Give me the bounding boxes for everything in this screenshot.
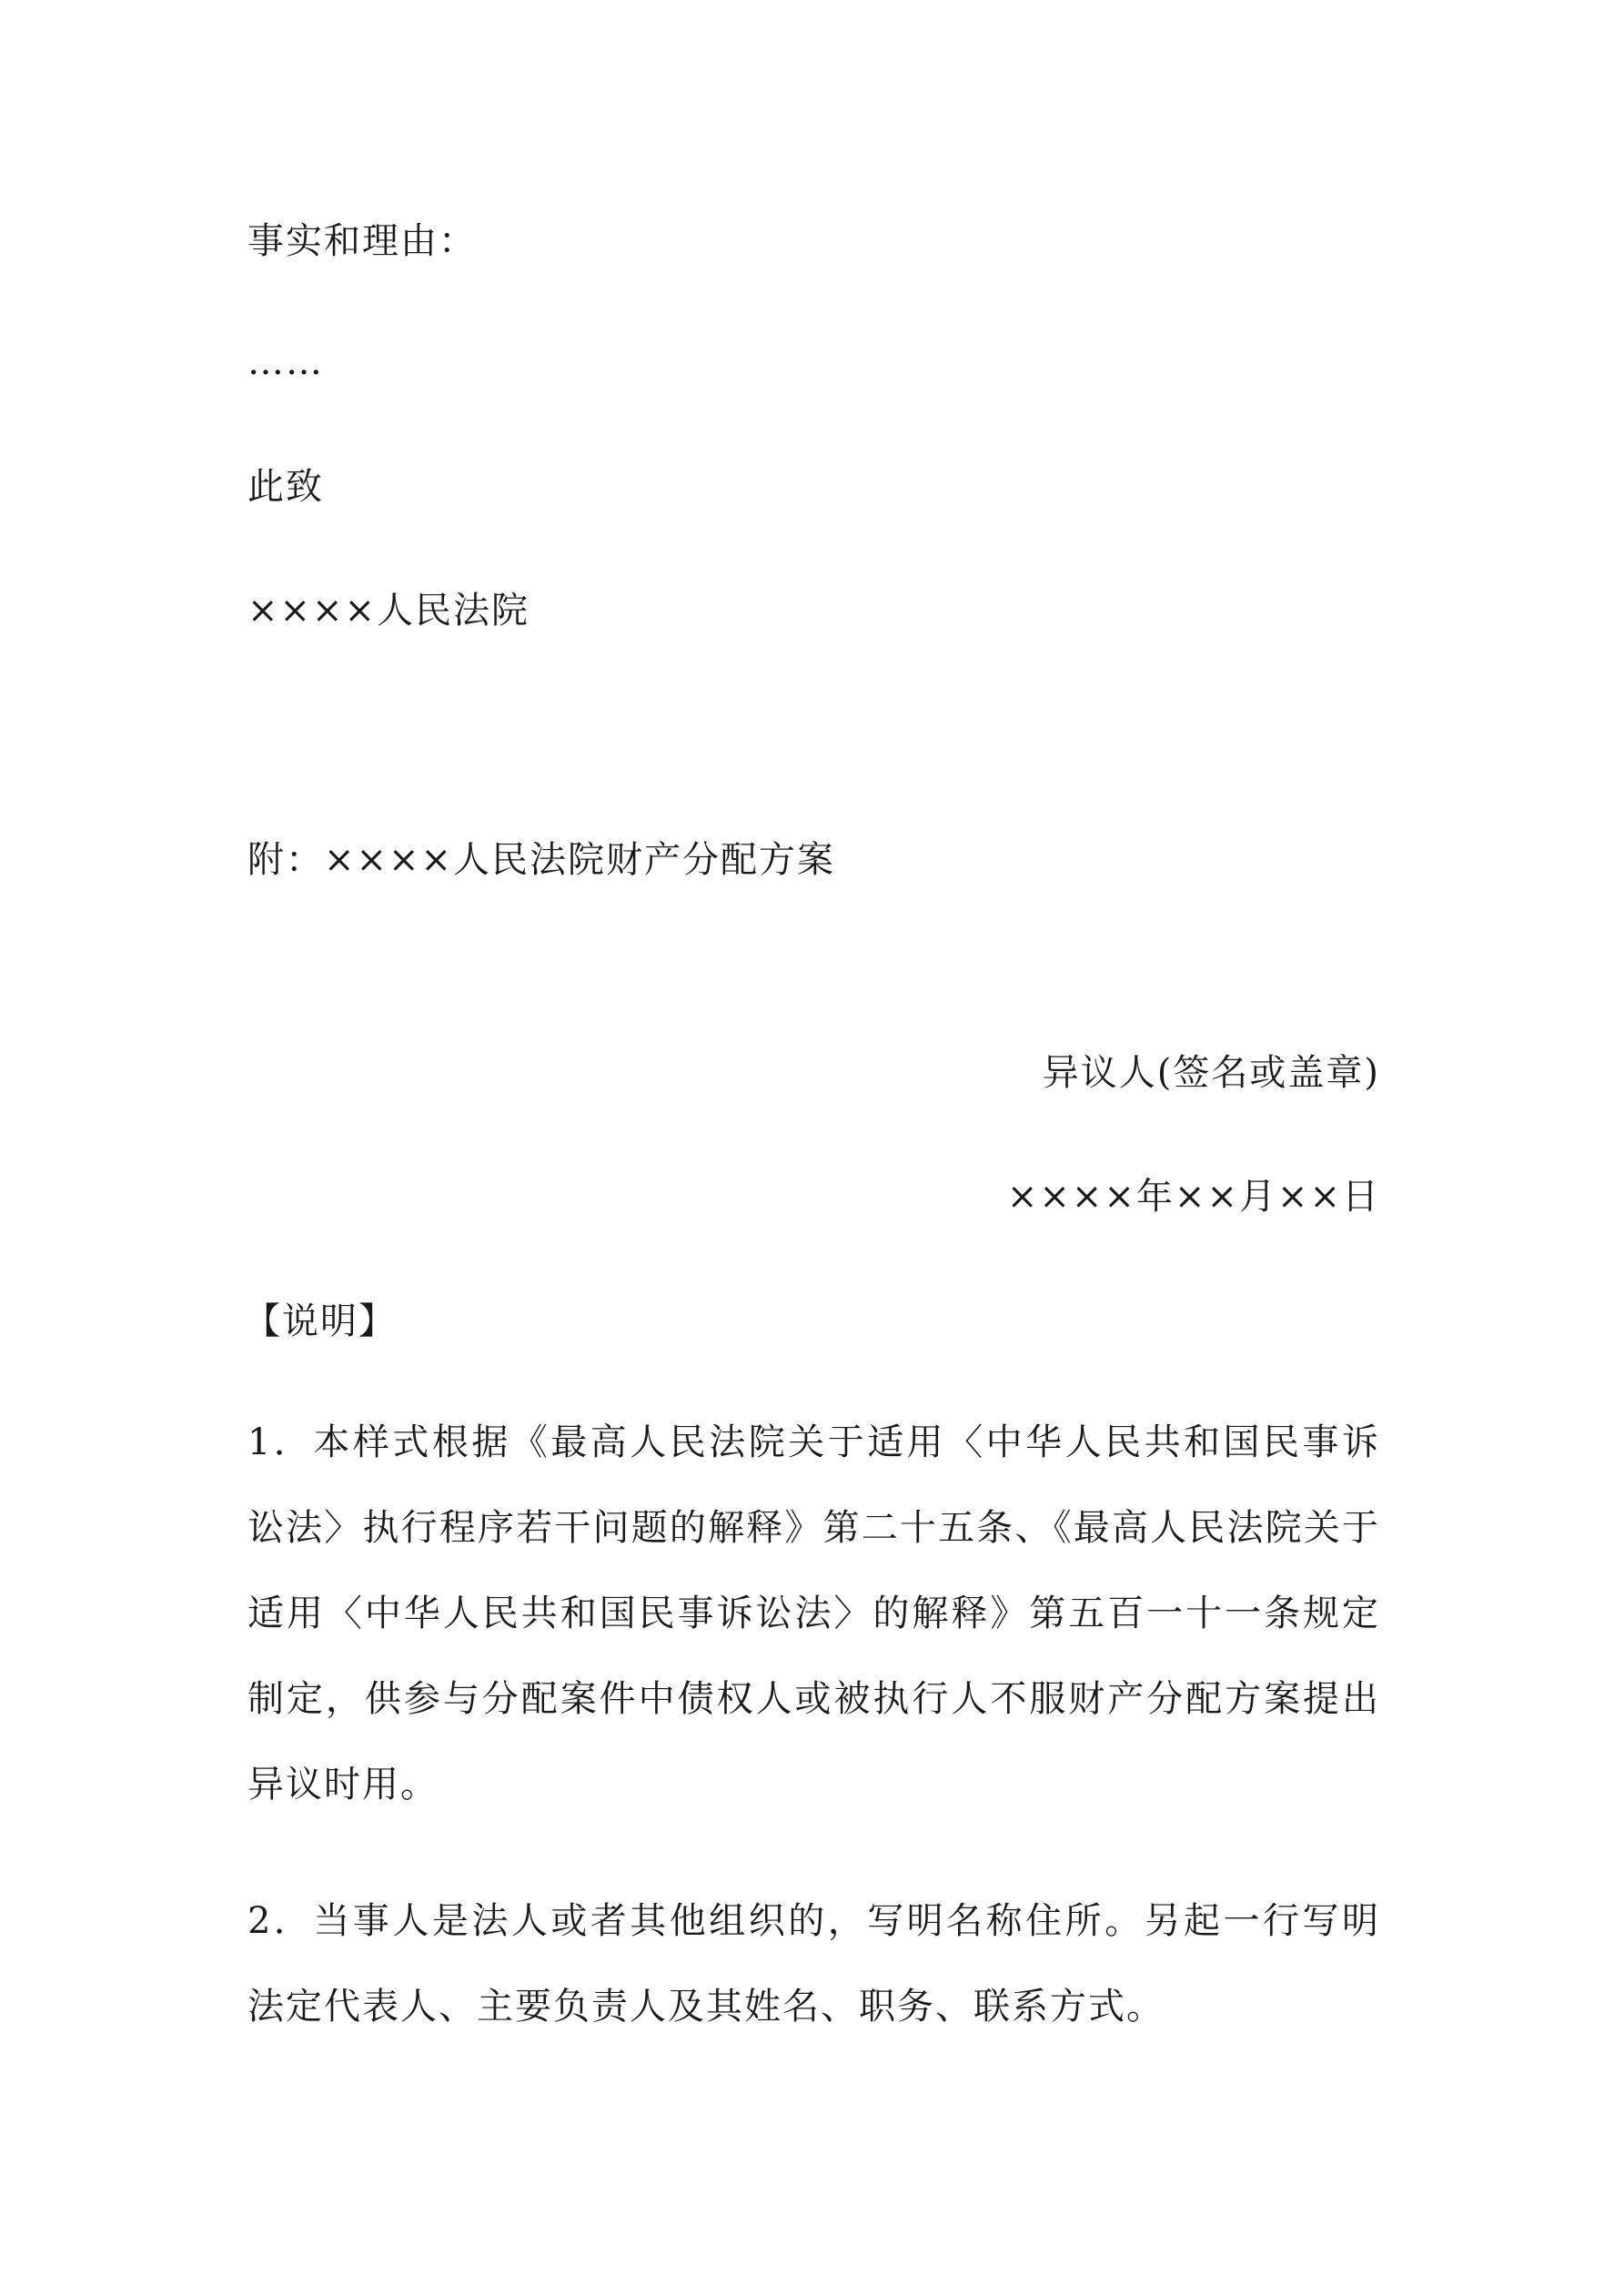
attachment-line: 附：××××人民法院财产分配方案 [247,839,836,881]
notes-heading: 【说明】 [244,1300,397,1342]
court-name: ××××人民法院 [247,590,530,632]
facts-heading: 事实和理由： [247,220,477,262]
note-item-1: 1．本样式根据《最高人民法院关于适用〈中华人民共和国民事诉讼法〉执行程序若干问题的解释》第二十五条、《最高人民法院关于适用〈中华人民共和国民事诉讼法〉的解释》第五百一十一条规定制定，供参与分配案件中债权人或被执行人不服财产分配方案提出异议时用。 [247,1421,1380,1805]
date-line: ××××年××月××日 [1006,1176,1380,1218]
salutation: 此致 [247,466,324,508]
ellipsis: …… [247,341,324,383]
signature-line: 异议人(签名或盖章) [1042,1052,1380,1094]
note-item-2: 2．当事人是法人或者其他组织的，写明名称住所。另起一行写明法定代表人、主要负责人及其姓名、职务、联系方式。 [247,1900,1380,2028]
